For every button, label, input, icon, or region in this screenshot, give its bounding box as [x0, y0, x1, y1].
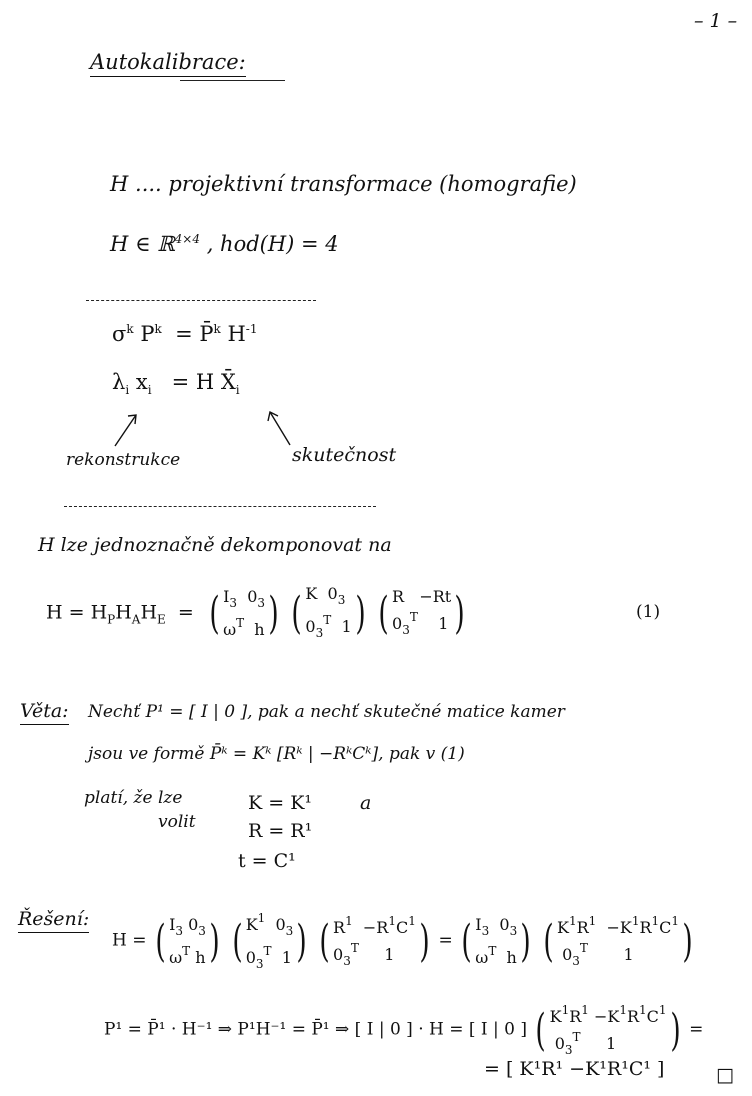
eq1-sigma: σ [112, 322, 127, 346]
eq1-pbar: = P̄ [175, 322, 214, 346]
eq1-sup-k3: k [213, 322, 221, 336]
theorem-line-1: Nechť P¹ = [ I | 0 ], pak a nechť skutečné matice kamer [88, 702, 565, 722]
arrow-left-icon [115, 415, 136, 446]
decomposition-text: H lze jednoznačně dekomponovat na [38, 534, 392, 556]
eq2-x: x [135, 370, 148, 394]
decomposition-equation: $H = H_PH_AH_E$ = ( $I_3$ $0_3$ $\omega^T$ h) ( K $0_3$ $0_3^T$ 1) ( R −Rt $0_3^T$ 1 ) [46, 584, 468, 643]
decomp-lhs: H = H [46, 601, 108, 624]
theorem-line-2: jsou ve formě P̄ᵏ = Kᵏ [Rᵏ | −RᵏCᵏ], pak v (1) [88, 744, 465, 764]
intro-dimension: 4×4 [174, 232, 200, 246]
eq2-rhs: = H X̄ [171, 370, 236, 394]
eq1-sup-k2: k [154, 322, 162, 336]
arrow-right-icon [270, 412, 290, 445]
label-reconstruction: rekonstrukce [66, 450, 181, 470]
intro-definition: .... projektivní transformace (homografie) [135, 172, 577, 196]
matrix-he: R −Rt $0_3^T$ 1 [392, 587, 452, 637]
eq1-h: H [227, 322, 246, 346]
equation-label-1: (1) [636, 602, 661, 622]
theorem-condition-t: t = C¹ [238, 850, 296, 872]
eq2-sub-i2: i [147, 383, 152, 397]
theorem-line-3b: volit [158, 812, 196, 832]
eq2-lambda: λ [112, 370, 126, 394]
theorem-condition-r: R = R¹ [248, 820, 313, 842]
page-heading: Autokalibrace: [90, 50, 246, 77]
theorem-and: a [360, 792, 372, 814]
eq1-sup-inv: -1 [245, 322, 258, 336]
eq1-sup-k: k [126, 322, 134, 336]
intro-var-h: H [110, 172, 129, 196]
theorem-label: Věta: [20, 700, 69, 725]
matrix-ha: K $0_3$ $0_3^T$ 1 [305, 584, 352, 640]
theorem-line-3a: platí, že lze [84, 788, 183, 808]
label-reality: skutečnost [292, 444, 397, 466]
eq2-sub-i3: i [235, 383, 240, 397]
solution-line-3: = [ K¹R¹ −K¹R¹C¹ ] [484, 1058, 665, 1080]
page-number: – 1 – [694, 10, 738, 32]
solution-line-1: H = ( $I_3$ $0_3$ $\omega^T$ h) ( $K^1$ $0_3$ $0_3^T$ 1 ) ( $R^1 -R^1C^1$ $0_3^T$ 1 ) = ( $I_3$ $0_3$ $\omega^T$ h) ( $K^1R^1 -K^1R^1C^1$ $0_3^T$ 1 ) [112, 911, 693, 971]
solution-derivation: P¹ = P̄¹ · H⁻¹ ⇒ P¹H⁻¹ = P̄¹ ⇒ [ I | 0 ] · H = [ I | 0 ] [104, 1019, 528, 1040]
qed-mark: □ [716, 1064, 734, 1086]
eq1-p: P [140, 322, 155, 346]
intro-membership: H ∈ ℝ [110, 232, 175, 256]
eq2-sub-i: i [125, 383, 130, 397]
solution-line-2: P¹ = P̄¹ · H⁻¹ ⇒ P¹H⁻¹ = P̄¹ ⇒ [ I | 0 ] · H = [ I | 0 ] ( $K^1R^1 -K^1R^1C^1$ $0_3^T$ 1 ) = [104, 1003, 704, 1057]
theorem-condition-k: K = K¹ [248, 792, 313, 814]
intro-rank: , hod(H) = 4 [206, 232, 339, 256]
matrix-hp: $I_3$ $0_3$ $\omega^T$ h [223, 587, 266, 639]
separator-2 [64, 506, 376, 507]
solution-label: Řešení: [18, 908, 89, 933]
